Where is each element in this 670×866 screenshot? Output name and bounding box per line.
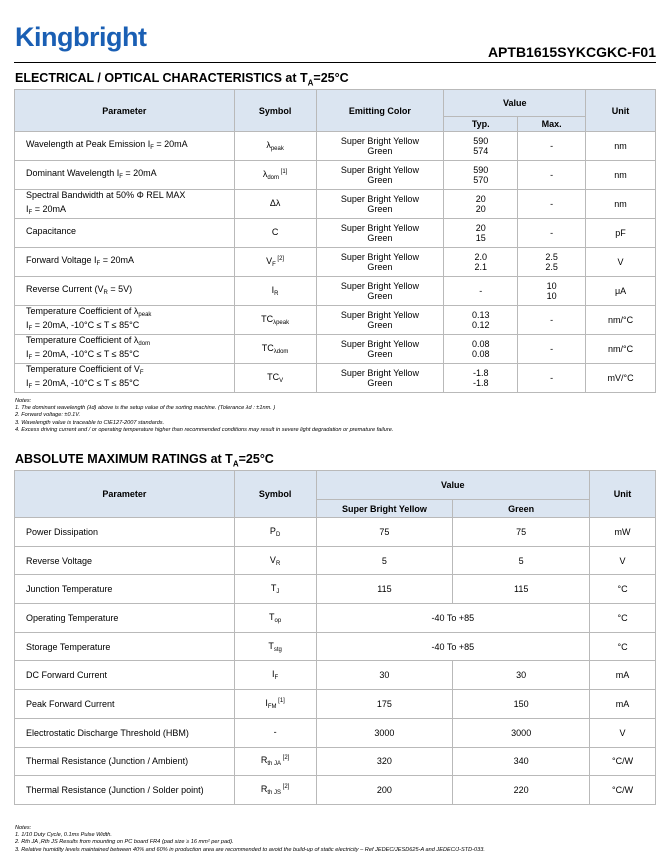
cell-green: 3000 xyxy=(453,718,590,747)
cell-unit: °C xyxy=(590,604,656,633)
text-segment: dom xyxy=(267,175,279,181)
cell-emitting-color xyxy=(316,190,444,219)
text-segment: peak xyxy=(138,312,152,318)
cell-parameter: Peak Forward Current xyxy=(15,690,235,719)
table-row xyxy=(15,776,656,805)
abs-col-header-yellow: Super Bright Yellow xyxy=(316,500,453,518)
value-line: 15 xyxy=(475,233,486,243)
cell-symbol xyxy=(234,190,316,219)
cell-symbol xyxy=(234,248,316,277)
cell-parameter xyxy=(15,190,235,219)
note-line: Notes: xyxy=(15,398,32,404)
text-segment: R xyxy=(103,290,108,296)
table-row xyxy=(15,747,656,776)
cell-typ xyxy=(444,364,518,393)
text-segment: F xyxy=(28,210,33,216)
text-segment: Dominant Wavelength I xyxy=(26,168,120,178)
text-segment: Δλ xyxy=(269,198,281,208)
cell-yellow: 320 xyxy=(316,747,453,776)
text-segment: [2] xyxy=(275,256,285,262)
text-segment: I xyxy=(26,378,29,388)
text-segment: th JA xyxy=(267,761,282,768)
cell-symbol xyxy=(234,718,316,747)
cell-emitting-color xyxy=(316,248,444,277)
text-segment: Forward Voltage I xyxy=(26,255,97,265)
col-header-symbol: Symbol xyxy=(234,90,316,132)
cell-emitting-color xyxy=(316,277,444,306)
col-header-parameter: Parameter xyxy=(15,90,235,132)
electrical-table xyxy=(14,89,656,393)
table-row xyxy=(15,690,656,719)
color-line: Green xyxy=(367,262,393,272)
cell-unit: nm xyxy=(586,132,656,161)
note-line: 3. Wavelength value is traceable to CIE127-2007 standards. xyxy=(15,419,165,426)
value-line: - xyxy=(550,170,554,180)
cell-symbol xyxy=(234,690,316,719)
value-line: 10 xyxy=(546,291,557,301)
cell-green: 115 xyxy=(453,575,590,604)
color-line: Green xyxy=(367,320,393,330)
text-segment: FM xyxy=(267,703,277,710)
parameter-line-1 xyxy=(26,284,234,298)
col-header-value: Value xyxy=(444,90,586,117)
value-line: 2.0 xyxy=(474,252,488,262)
cell-unit: °C/W xyxy=(590,776,656,805)
text-segment: Temperature Coefficient of λ xyxy=(26,335,139,345)
part-number: APTB1615SYKCGKC-F01 xyxy=(487,44,656,60)
cell-symbol xyxy=(234,161,316,190)
text-segment: C xyxy=(271,227,279,237)
color-line: Super Bright Yellow xyxy=(340,368,419,378)
value-line: 20 xyxy=(475,204,486,214)
text-segment: F xyxy=(150,145,154,151)
electrical-notes xyxy=(15,398,393,434)
text-segment: R xyxy=(275,560,281,567)
value-line: - xyxy=(550,199,554,209)
note-line: 3. Relative humidity levels maintained between 40% and 60% in production area are recommended to avoid the build-up of static electricity – Ref JEDEC/JESD625-A and JEDEC/J-STD-033. xyxy=(15,846,485,853)
cell-parameter xyxy=(15,364,235,393)
cell-typ xyxy=(444,335,518,364)
abs-col-header-value: Value xyxy=(316,471,590,500)
brand-logo: Kingbright xyxy=(15,22,147,52)
col-header-typ: Typ. xyxy=(444,117,518,132)
text-segment: I xyxy=(26,320,29,330)
parameter-line-2 xyxy=(26,378,234,392)
table-row xyxy=(15,132,656,161)
table-row xyxy=(15,248,656,277)
cell-symbol xyxy=(234,219,316,248)
cell-max xyxy=(518,364,586,393)
cell-symbol xyxy=(234,546,316,575)
cell-emitting-color xyxy=(316,335,444,364)
value-line: 0.13 xyxy=(472,310,490,320)
color-line: Super Bright Yellow xyxy=(340,223,419,233)
table-row xyxy=(15,575,656,604)
parameter-line-1 xyxy=(26,335,234,349)
absolute-notes xyxy=(15,825,485,854)
cell-parameter xyxy=(15,132,235,161)
cell-unit: V xyxy=(590,546,656,575)
text-segment: V xyxy=(266,256,273,266)
cell-yellow: 75 xyxy=(316,518,453,547)
text-segment: T xyxy=(269,611,275,622)
text-segment: = 20mA xyxy=(153,139,188,149)
text-segment: TC xyxy=(267,372,280,382)
text-segment: Temperature Coefficient of V xyxy=(26,364,140,374)
cell-max xyxy=(518,161,586,190)
text-segment: TC xyxy=(261,314,274,324)
cell-unit: nm/°C xyxy=(586,335,656,364)
cell-parameter: Junction Temperature xyxy=(15,575,235,604)
text-segment: T xyxy=(268,640,274,651)
note-line: 4. Excess driving current and / or operating temperature higher than recommended conditions may result in severe light degradation or premature failure. xyxy=(15,426,394,433)
cell-max xyxy=(518,277,586,306)
text-segment: λ xyxy=(266,140,271,150)
text-segment: R xyxy=(274,291,279,297)
text-segment: Wavelength at Peak Emission I xyxy=(26,139,151,149)
value-line: 0.08 xyxy=(472,339,490,349)
cell-emitting-color xyxy=(316,161,444,190)
abs-col-header-unit: Unit xyxy=(590,471,656,518)
color-line: Green xyxy=(367,233,393,243)
cell-symbol xyxy=(234,661,316,690)
text-segment: F xyxy=(139,370,144,376)
text-segment: I xyxy=(26,349,29,359)
cell-symbol xyxy=(234,335,316,364)
parameter-line-1 xyxy=(26,190,234,204)
cell-parameter xyxy=(15,277,235,306)
cell-unit: nm xyxy=(586,190,656,219)
cell-unit: °C xyxy=(590,632,656,661)
value-line: 590 xyxy=(473,136,489,146)
text-segment: = 20mA xyxy=(32,204,66,214)
cell-parameter: Power Dissipation xyxy=(15,518,235,547)
cell-symbol xyxy=(234,132,316,161)
table-row xyxy=(15,335,656,364)
value-line: - xyxy=(479,286,483,296)
value-line: 590 xyxy=(473,165,489,175)
cell-yellow: 200 xyxy=(316,776,453,805)
value-line: 570 xyxy=(473,175,489,185)
value-line: 2.5 xyxy=(545,252,558,262)
cell-parameter: Electrostatic Discharge Threshold (HBM) xyxy=(15,718,235,747)
text-segment: TC xyxy=(261,343,274,353)
cell-typ xyxy=(444,161,518,190)
table-row xyxy=(15,364,656,393)
cell-parameter: Reverse Voltage xyxy=(15,546,235,575)
cell-yellow: 175 xyxy=(316,690,453,719)
cell-unit: °C xyxy=(590,575,656,604)
color-line: Super Bright Yellow xyxy=(340,281,419,291)
color-line: Super Bright Yellow xyxy=(340,252,419,262)
cell-parameter: Storage Temperature xyxy=(15,632,235,661)
text-segment: F xyxy=(274,675,279,682)
color-line: Super Bright Yellow xyxy=(340,194,419,204)
text-segment: - xyxy=(273,726,277,737)
text-segment: F xyxy=(119,174,123,180)
text-segment: Spectral Bandwidth at 50% Φ REL MAX xyxy=(26,190,186,200)
text-segment: F xyxy=(28,384,33,390)
cell-unit: mV/°C xyxy=(586,364,656,393)
cell-unit: pF xyxy=(586,219,656,248)
text-segment: F xyxy=(96,261,101,267)
cell-symbol xyxy=(234,364,316,393)
table-row xyxy=(15,546,656,575)
col-header-emitting-color: Emitting Color xyxy=(316,90,444,132)
table-row xyxy=(15,518,656,547)
text-segment: F xyxy=(272,262,276,268)
text-segment: T xyxy=(270,583,277,594)
text-segment: R xyxy=(260,755,268,766)
text-segment: = 20mA, -10°C ≤ T ≤ 85°C xyxy=(32,378,140,388)
cell-parameter xyxy=(15,335,235,364)
text-segment: = 20mA xyxy=(100,255,134,265)
cell-unit: °C/W xyxy=(590,747,656,776)
table-row xyxy=(15,632,656,661)
color-line: Green xyxy=(367,291,393,301)
text-segment: D xyxy=(275,531,281,538)
note-line: Notes: xyxy=(15,825,32,831)
cell-green: 150 xyxy=(453,690,590,719)
cell-value-merged: -40 To +85 xyxy=(316,632,590,661)
value-line: 0.08 xyxy=(472,349,490,359)
cell-symbol xyxy=(234,604,316,633)
abs-col-header-symbol: Symbol xyxy=(234,471,316,518)
value-line: -1.8 xyxy=(473,378,489,388)
color-line: Super Bright Yellow xyxy=(340,136,419,146)
table-row xyxy=(15,190,656,219)
text-segment: R xyxy=(260,784,268,795)
value-line: 20 xyxy=(475,223,486,233)
absolute-section-title: ABSOLUTE MAXIMUM RATINGS at $T_A=25^\circ C$ xyxy=(15,452,274,469)
cell-unit: mW xyxy=(590,518,656,547)
table-row xyxy=(15,661,656,690)
cell-max xyxy=(518,132,586,161)
note-line: 2. Forward voltage: ±0.1V. xyxy=(15,412,81,419)
cell-green: 30 xyxy=(453,661,590,690)
parameter-line-1 xyxy=(26,306,234,320)
cell-typ xyxy=(444,219,518,248)
text-segment: I xyxy=(26,204,29,214)
cell-green: 5 xyxy=(453,546,590,575)
text-segment: = 5V) xyxy=(107,284,133,294)
cell-unit: nm xyxy=(586,161,656,190)
cell-unit: V xyxy=(586,248,656,277)
value-line: 10 xyxy=(546,281,557,291)
note-line: 1. 1/10 Duty Cycle, 0.1ms Pulse Width. xyxy=(15,832,112,839)
cell-parameter: DC Forward Current xyxy=(15,661,235,690)
cell-symbol xyxy=(234,776,316,805)
color-line: Green xyxy=(367,175,393,185)
cell-parameter xyxy=(15,306,235,335)
cell-yellow: 115 xyxy=(316,575,453,604)
cell-emitting-color xyxy=(316,306,444,335)
table-row xyxy=(15,219,656,248)
color-line: Super Bright Yellow xyxy=(340,310,419,320)
parameter-line-1 xyxy=(26,364,234,378)
text-segment: Temperature Coefficient of λ xyxy=(26,306,139,316)
parameter-line-2 xyxy=(26,204,234,218)
cell-emitting-color xyxy=(316,132,444,161)
text-segment: F xyxy=(28,355,33,361)
text-segment: dom xyxy=(138,341,151,347)
text-segment: J xyxy=(276,589,280,596)
col-header-unit: Unit xyxy=(586,90,656,132)
cell-parameter: Thermal Resistance (Junction / Solder point) xyxy=(15,776,235,805)
col-header-max: Max. xyxy=(518,117,586,132)
cell-value-merged: -40 To +85 xyxy=(316,604,590,633)
value-line: - xyxy=(550,373,554,383)
cell-parameter: Thermal Resistance (Junction / Ambient) xyxy=(15,747,235,776)
text-segment: [1] xyxy=(276,697,285,704)
cell-green: 75 xyxy=(453,518,590,547)
cell-yellow: 30 xyxy=(316,661,453,690)
color-line: Super Bright Yellow xyxy=(340,165,419,175)
cell-symbol xyxy=(234,632,316,661)
cell-symbol xyxy=(234,306,316,335)
text-segment: V xyxy=(279,378,284,384)
cell-typ xyxy=(444,306,518,335)
value-line: 0.12 xyxy=(472,320,490,330)
abs-col-header-green: Green xyxy=(453,500,590,518)
parameter-line-2 xyxy=(26,320,234,334)
text-segment: peak xyxy=(270,146,284,152)
text-segment: th JS xyxy=(267,790,282,797)
cell-typ xyxy=(444,190,518,219)
cell-yellow: 5 xyxy=(316,546,453,575)
cell-green: 340 xyxy=(453,747,590,776)
parameter-line-1 xyxy=(26,255,234,269)
value-line: 574 xyxy=(473,146,489,156)
text-segment: λpeak xyxy=(273,320,290,326)
table-row xyxy=(15,718,656,747)
color-line: Green xyxy=(367,378,393,388)
value-line: - xyxy=(550,228,554,238)
absolute-ratings-table xyxy=(14,470,656,805)
cell-typ xyxy=(444,277,518,306)
cell-parameter xyxy=(15,161,235,190)
cell-max xyxy=(518,219,586,248)
parameter-line-1 xyxy=(26,226,234,240)
note-line: 2. Rth JA ,Rth JS Results from mounting on PC board FR4 (pad size ≥ 16 mm² per pad). xyxy=(15,839,234,846)
cell-max xyxy=(518,335,586,364)
value-line: - xyxy=(550,344,554,354)
table-row xyxy=(15,306,656,335)
color-line: Green xyxy=(367,349,393,359)
text-segment: = 20mA, -10°C ≤ T ≤ 85°C xyxy=(32,320,140,330)
cell-max xyxy=(518,306,586,335)
cell-yellow: 3000 xyxy=(316,718,453,747)
value-line: 2.1 xyxy=(474,262,488,272)
text-segment: λ xyxy=(262,169,268,179)
parameter-line-1 xyxy=(26,139,234,153)
cell-unit: V xyxy=(590,718,656,747)
cell-symbol xyxy=(234,575,316,604)
cell-symbol xyxy=(234,518,316,547)
value-line: - xyxy=(550,141,554,151)
note-line: 1. The dominant wavelength (λd) above is the setup value of the sorting machine. (Tolerance λd : ±1nm. ) xyxy=(15,405,276,412)
cell-unit: mA xyxy=(590,661,656,690)
abs-col-header-parameter: Parameter xyxy=(15,471,235,518)
cell-unit: mA xyxy=(590,690,656,719)
text-segment: Reverse Current (V xyxy=(26,284,104,294)
electrical-section-title: ELECTRICAL / OPTICAL CHARACTERISTICS at $T_A=25^\circ C$ xyxy=(15,71,349,88)
cell-green: 220 xyxy=(453,776,590,805)
text-segment: stg xyxy=(273,646,282,653)
value-line: 20 xyxy=(475,194,486,204)
color-line: Green xyxy=(367,146,393,156)
cell-parameter: Operating Temperature xyxy=(15,604,235,633)
table-row xyxy=(15,277,656,306)
value-line: -1.8 xyxy=(473,368,489,378)
text-segment: = 20mA, -10°C ≤ T ≤ 85°C xyxy=(32,349,140,359)
cell-emitting-color xyxy=(316,219,444,248)
cell-emitting-color xyxy=(316,364,444,393)
cell-max xyxy=(518,248,586,277)
color-line: Super Bright Yellow xyxy=(340,339,419,349)
text-segment: = 20mA xyxy=(122,168,157,178)
parameter-line-1 xyxy=(26,168,234,182)
cell-typ xyxy=(444,132,518,161)
text-segment: Capacitance xyxy=(26,226,77,236)
value-line: 2.5 xyxy=(545,262,558,272)
cell-symbol xyxy=(234,747,316,776)
text-segment: λdom xyxy=(273,349,289,355)
cell-typ xyxy=(444,248,518,277)
value-line: - xyxy=(550,315,554,325)
text-segment: V xyxy=(269,554,276,565)
text-segment: F xyxy=(28,326,33,332)
text-segment: P xyxy=(269,525,276,536)
text-segment: [2] xyxy=(281,755,290,762)
text-segment: I xyxy=(265,697,268,708)
cell-parameter xyxy=(15,219,235,248)
cell-max xyxy=(518,190,586,219)
parameter-line-2 xyxy=(26,349,234,363)
text-segment: [1] xyxy=(279,169,288,175)
header-divider xyxy=(14,62,656,63)
cell-symbol xyxy=(234,277,316,306)
table-row xyxy=(15,604,656,633)
text-segment: op xyxy=(274,617,282,624)
table-row xyxy=(15,161,656,190)
cell-parameter xyxy=(15,248,235,277)
cell-unit: μA xyxy=(586,277,656,306)
text-segment: I xyxy=(271,285,275,295)
color-line: Green xyxy=(367,204,393,214)
text-segment: [2] xyxy=(281,784,290,791)
cell-unit: nm/°C xyxy=(586,306,656,335)
text-segment: I xyxy=(272,669,275,680)
